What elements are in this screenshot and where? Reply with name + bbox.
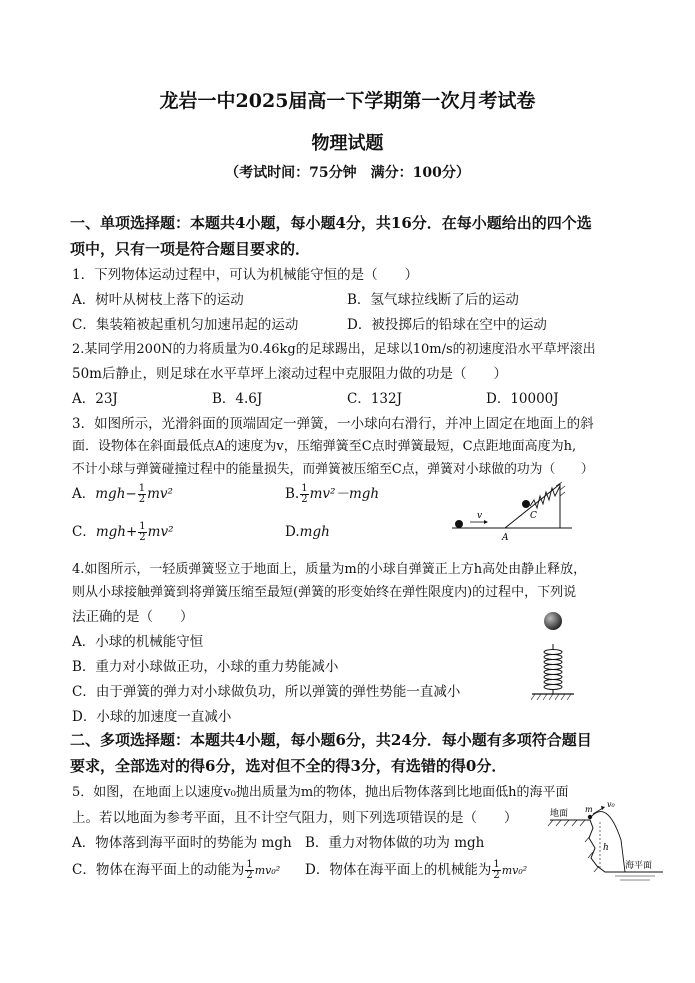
- q4-option-d: D．小球的加速度一直减小: [72, 709, 232, 725]
- q5-option-a: A．物体落到海平面时的势能为 mgh: [72, 835, 292, 851]
- section1-heading-line1: 一、单项选择题：本题共4小题，每小题4分，共16分．在每小题给出的四个选: [70, 214, 592, 232]
- exam-meta: （考试时间：75分钟 满分：100分）: [225, 165, 470, 181]
- exam-title: 龙岩一中2025届高一下学期第一次月考试卷: [159, 90, 536, 112]
- q4-option-a: A．小球的机械能守恒: [72, 634, 204, 650]
- q1-stem: 1．下列物体运动过程中，可认为机械能守恒的是（ ）: [72, 267, 419, 283]
- q2-line2: 50m后静止，则足球在水平草坪上滚动过程中克服阻力做的功是（ ）: [72, 366, 507, 382]
- q2-option-c: C．132J: [347, 391, 403, 407]
- q3-line2: 面．设物体在斜面最低点A的速度为v，压缩弹簧至C点时弹簧最短，C点距地面高度为h,: [72, 439, 577, 454]
- q3-fig-label-c: C: [530, 511, 537, 521]
- q5-fig-label-sea: 海平面: [625, 861, 653, 871]
- section2-heading-line2: 要求，全部选对的得6分，选对但不全的得3分，有选错的得0分．: [70, 757, 507, 775]
- q3-option-a: A．mgh− $\frac{1}{2}$ mv²: [72, 483, 173, 505]
- q2-option-b: B．4.6J: [212, 391, 263, 407]
- q5-line1: 5．如图，在地面上以速度v₀抛出质量为m的物体，抛出后物体落到比地面低h的海平面: [72, 785, 569, 800]
- q5-option-b: B．重力对物体做的功为 mgh: [305, 835, 485, 851]
- q5-fig-label-h: h: [603, 843, 609, 853]
- q3-option-c: C．mgh+ $\frac{1}{2}$ mv²: [72, 521, 174, 543]
- q2-option-a: A．23J: [72, 391, 118, 407]
- q4-spring-figure: [528, 610, 578, 705]
- q3-line3: 不计小球与弹簧碰撞过程中的能量损失，而弹簧被压缩至C点，弹簧对小球做的功为（ ）: [72, 462, 594, 477]
- q1-option-b: B．氢气球拉线断了后的运动: [347, 292, 519, 308]
- q4-option-b: B．重力对小球做正功，小球的重力势能减小: [72, 659, 339, 675]
- q4-line2: 则从小球接触弹簧到将弹簧压缩至最短(弹簧的形变始终在弹性限度内)的过程中，下列说: [72, 585, 577, 600]
- section1-heading-line2: 项中，只有一项是符合题目要求的．: [70, 240, 311, 258]
- q3-line1: 3．如图所示，光滑斜面的顶端固定一弹簧，一小球向右滑行，并冲上固定在地面上的斜: [72, 416, 594, 432]
- q3-option-d: D.mgh: [285, 524, 330, 540]
- q2-option-d: D．10000J: [486, 391, 559, 407]
- q1-option-c: C．集装箱被起重机匀加速吊起的运动: [72, 317, 299, 333]
- q3-option-b: B. $\frac{1}{2}$ mv²－mgh: [285, 483, 380, 505]
- q4-line1: 4.如图所示，一轻质弹簧竖立于地面上，质量为m的小球自弹簧正上方h高处由静止释放，: [72, 562, 587, 577]
- q1-option-d: D．被投掷后的铅球在空中的运动: [347, 317, 547, 333]
- q5-fig-label-ground: 地面: [550, 809, 569, 819]
- section2-heading-line1: 二、多项选择题：本题共4小题，每小题6分，共24分．每小题有多项符合题目: [70, 731, 592, 749]
- q5-option-d: D．物体在海平面上的机械能为 $\frac{1}{2}$ mv₀²: [305, 859, 528, 881]
- q4-line3: 法正确的是（ ）: [72, 609, 194, 625]
- q2-line1: 2.某同学用200N的力将质量为0.46kg的足球踢出，足球以10m/s的初速度沿水平草坪滚出: [72, 342, 596, 357]
- q4-option-c: C．由于弹簧的弹力对小球做负功，所以弹簧的弹性势能一直减小: [72, 684, 461, 700]
- q3-fig-label-a: A: [502, 533, 509, 543]
- q5-option-c: C．物体在海平面上的动能为 $\frac{1}{2}$ mv₀²: [72, 859, 281, 881]
- q5-line2: 上。若以地面为参考平面，且不计空气阻力，则下列选项错误的是（ ）: [72, 810, 518, 826]
- q5-fig-label-m: m: [585, 805, 593, 814]
- q5-cliff-figure: [545, 800, 665, 885]
- q3-fig-label-v: v: [477, 511, 483, 521]
- subject-title: 物理试题: [311, 133, 384, 154]
- q5-fig-label-v0: v₀: [607, 800, 615, 809]
- q1-option-a: A．树叶从树枝上落下的运动: [72, 292, 244, 308]
- q3-incline-figure: [450, 476, 575, 544]
